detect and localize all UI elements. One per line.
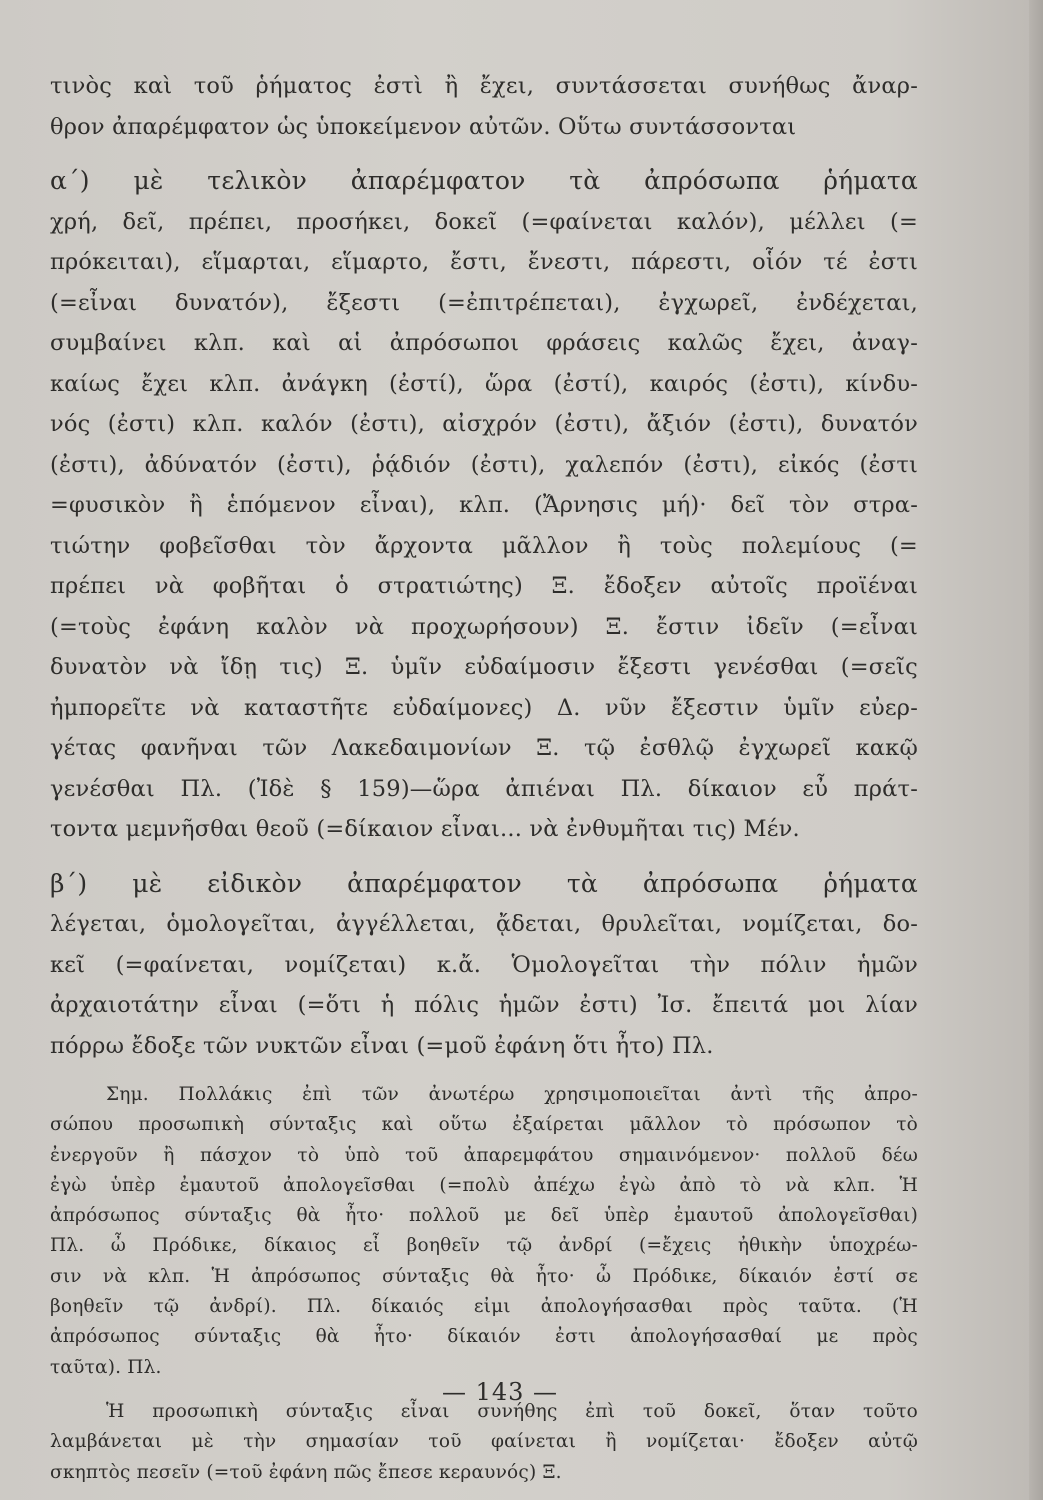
text-line: (ἐστι), ἀδύνατόν (ἐστι), ῥᾴδιόν (ἐστι), χαλεπόν (ἐστι), εἰκός (ἐστι <box>50 451 918 478</box>
text-line: τιώτην φοβεῖσθαι τὸν ἄρχοντα μᾶλλον ἢ τοὺς πολεμίους (= <box>50 532 918 559</box>
note-line: βοηθεῖν τῷ ἀνδρί). Πλ. δίκαιός εἰμι ἀπολογήσασθαι πρὸς ταῦτα. (Ἡ <box>50 1296 918 1318</box>
text-line: λέγεται, ὁμολογεῖται, ἀγγέλλεται, ᾄδεται, θρυλεῖται, νομίζεται, δο- <box>50 911 918 937</box>
text-line: δυνατὸν νὰ ἴδῃ τις) Ξ. ὑμῖν εὐδαίμοσιν ἔξεστι γενέσθαι (=σεῖς <box>50 654 918 680</box>
main-text <box>50 66 918 1488</box>
text-line: συμβαίνει κλπ. καὶ αἱ ἀπρόσωποι φράσεις καλῶς ἔχει, ἀναγ- <box>50 330 918 356</box>
note-block <box>50 1080 918 1488</box>
paragraph-gap <box>50 850 918 864</box>
note-line: Σημ. Πολλάκις ἐπὶ τῶν ἀνωτέρω χρησιμοποιεῖται ἀντὶ τῆς ἀπρο- <box>106 1084 918 1105</box>
note-line: Πλ. ὦ Πρόδικε, δίκαιος εἶ βοηθεῖν τῷ ἀνδρί (=ἔχεις ἠθικὴν ὑποχρέω- <box>50 1235 918 1257</box>
note-line: σώπου προσωπικὴ σύνταξις καὶ οὕτω ἐξαίρεται μᾶλλον τὸ πρόσωπον τὸ <box>50 1114 918 1136</box>
paragraph-gap <box>50 1066 918 1080</box>
paragraph-gap <box>50 147 918 161</box>
text-line: καίως ἔχει κλπ. ἀνάγκη (ἐστί), ὥρα (ἐστί), καιρός (ἐστι), κίνδυ- <box>50 370 918 397</box>
text-line: (=τοὺς ἐφάνη καλὸν νὰ προχωρήσουν) Ξ. ἔστιν ἰδεῖν (=εἶναι <box>50 613 918 640</box>
text-line: πόρρω ἔδοξε τῶν νυκτῶν εἶναι (=μοῦ ἐφάνη ὅτι ἦτο) Πλ. <box>50 1032 714 1059</box>
text-line: τινὸς καὶ τοῦ ῥήματος ἐστὶ ἢ ἔχει, συντάσσεται συνήθως ἄναρ- <box>50 73 918 99</box>
text-line: ἀρχαιοτάτην εἶναι (=ὅτι ἡ πόλις ἡμῶν ἐστι) Ἰσ. ἔπειτά μοι λίαν <box>50 992 918 1018</box>
text-line: θρον ἀπαρέμφατον ὡς ὑποκείμενον αὐτῶν. Οὕτω συντάσσονται <box>50 113 797 140</box>
text-line: τοντα μεμνῆσθαι θεοῦ (=δίκαιον εἶναι... νὰ ἐνθυμῆται τις) Μέν. <box>50 816 800 842</box>
text-line: γέτας φανῆναι τῶν Λακεδαιμονίων Ξ. τῷ ἐσθλῷ ἐγχωρεῖ κακῷ <box>50 735 918 761</box>
note-line: σιν νὰ κλπ. Ἡ ἀπρόσωπος σύνταξις θὰ ἦτο· ὦ Πρόδικε, δίκαιόν ἐστί σε <box>50 1265 918 1287</box>
note-line: ἀπρόσωπος σύνταξις θὰ ἦτο· δίκαιόν ἐστι ἀπολογήσασθαί με πρὸς <box>50 1326 918 1348</box>
text-line: κεῖ (=φαίνεται, νομίζεται) κ.ἄ. Ὁμολογεῖται τὴν πόλιν ἡμῶν <box>50 951 918 978</box>
section-heading-beta: β΄) μὲ εἰδικὸν ἀπαρέμφατον τὰ ἀπρόσωπα ῥήματα <box>50 868 918 898</box>
note-line: σκηπτὸς πεσεῖν (=τοῦ ἐφάνη πῶς ἔπεσε κεραυνός) Ξ. <box>50 1461 562 1483</box>
note-line: λαμβάνεται μὲ τὴν σημασίαν τοῦ φαίνεται ἢ νομίζεται· ἔδοξεν αὐτῷ <box>50 1431 918 1453</box>
note-line: Ἡ προσωπικὴ σύνταξις εἶναι συνήθης ἐπὶ τοῦ δοκεῖ, ὅταν τοῦτο <box>106 1400 918 1422</box>
note-line: ἀπρόσωπος σύνταξις θὰ ἦτο· πολλοῦ με δεῖ ὑπὲρ ἐμαυτοῦ ἀπολογεῖσθαι) <box>50 1205 918 1227</box>
page-number: — 143 — <box>441 1378 559 1406</box>
note-line: ταῦτα). Πλ. <box>50 1356 162 1378</box>
text-line: χρή, δεῖ, πρέπει, προσήκει, δοκεῖ (=φαίνεται καλόν), μέλλει (= <box>50 208 918 235</box>
text-line: πρόκειται), εἵμαρται, εἵμαρτο, ἔστι, ἔνεστι, πάρεστι, οἷόν τέ ἐστι <box>50 249 918 275</box>
text-line: γενέσθαι Πλ. (Ἰδὲ § 159)—ὥρα ἀπιέναι Πλ. δίκαιον εὖ πράτ- <box>50 775 918 802</box>
page-edge <box>1029 0 1043 1500</box>
text-line: (=εἶναι δυνατόν), ἔξεστι (=ἐπιτρέπεται), ἐγχωρεῖ, ἐνδέχεται, <box>50 289 918 316</box>
text-line: πρέπει νὰ φοβῆται ὁ στρατιώτης) Ξ. ἔδοξεν αὐτοῖς προϊέναι <box>50 573 918 599</box>
section-heading-alpha: α΄) μὲ τελικὸν ἀπαρέμφατον τὰ ἀπρόσωπα ῥήματα <box>50 166 918 195</box>
text-line: ἠμπορεῖτε νὰ καταστῆτε εὐδαίμονες) Δ. νῦν ἔξεστιν ὑμῖν εὐερ- <box>50 694 918 721</box>
text-line: =φυσικὸν ἢ ἑπόμενον εἶναι), κλπ. (Ἄρνησις μή)· δεῖ τὸν στρα- <box>50 492 918 518</box>
note-line: ἐγὼ ὑπὲρ ἐμαυτοῦ ἀπολογεῖσθαι (=πολὺ ἀπέχω ἐγὼ ἀπὸ τὸ νὰ κλπ. Ἡ <box>50 1174 918 1196</box>
text-line: νός (ἐστι) κλπ. καλόν (ἐστι), αἰσχρόν (ἐστι), ἄξιόν (ἐστι), δυνατόν <box>50 411 918 437</box>
note-line: ἐνεργοῦν ἢ πάσχον τὸ ὑπὸ τοῦ ἀπαρεμφάτου σημαινόμενον· πολλοῦ δέω <box>50 1144 918 1166</box>
